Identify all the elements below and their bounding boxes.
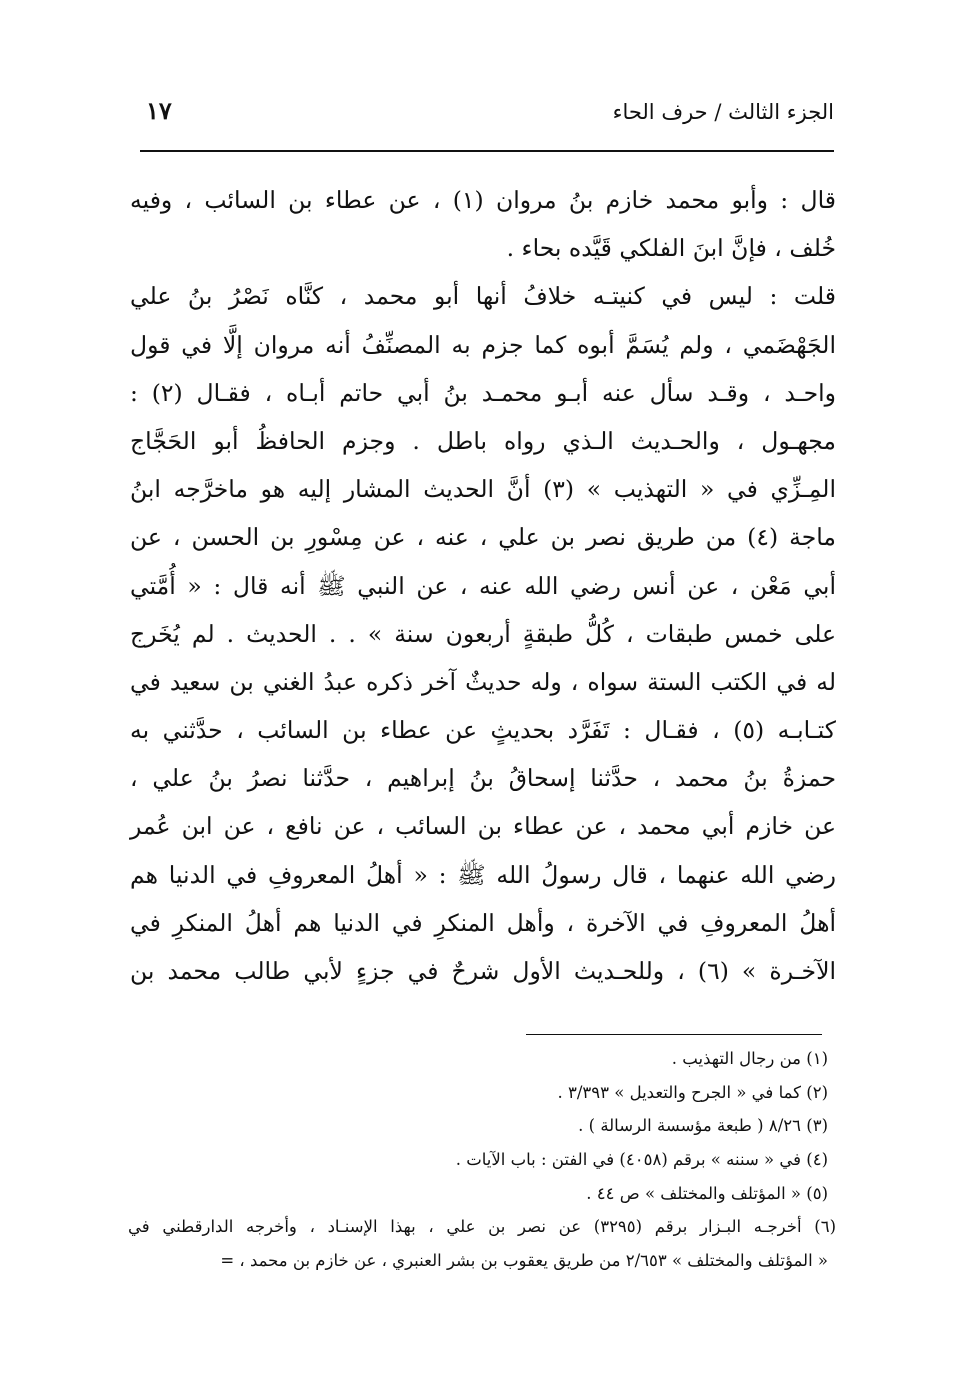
text-line: على خمس طبقات ، كُلُّ طبقةٍ أربعون سنة » . . الحديث . لم يُخَرج	[130, 619, 836, 648]
text-line: الجَهْضَمي ، ولم يُسَمَّ أبوه كما جزم به المصنِّفُ أنه مروان إلَّا في قول	[130, 330, 836, 359]
page-number: ١٧	[146, 96, 172, 125]
text-line: قال : وأبو محمد خازم بنُ مروان (١) ، عن عطاء بن السائب ، وفيه	[130, 186, 836, 214]
footnote: (٤) في « سننه » برقم (٤٠٥٨) في الفتن : باب الآيات .	[455, 1150, 828, 1170]
footnote: (٥) « المؤتلف والمختلف » ص ٤٤ .	[586, 1183, 828, 1203]
text-line: له في الكتب الستة سواه ، وله حديثٌ آخر ذكره عبدُ الغني بن سعيد في	[130, 667, 836, 696]
footnote: (٢) كما في « الجرح والتعديل » ٣/٣٩٣ .	[557, 1082, 828, 1102]
text-line: أبي مَعْن ، عن أنس رضي الله عنه ، عن النبي ﷺ أنه قال : « أُمَّتي	[130, 571, 836, 600]
text-line: مجهـول ، والحـديث الـذي رواه باطل . وجزم الحافظُ أبو الحَجَّاج	[130, 426, 836, 455]
footnote: (٦) أخرجـه البـزار برقم (٣٢٩٥) عن نصر بن علي ، بهذا الإسنـاد ، وأخرجه الدارقطني في	[128, 1217, 836, 1237]
main-text	[130, 176, 836, 995]
page-header	[140, 92, 834, 140]
text-line: قلت : ليس في كنيتـه خلافُ أنها أبو محمد ، كنَّاه نَصْرُ بنُ علي	[130, 282, 836, 311]
footnotes	[128, 1042, 836, 1278]
text-line: ماجة (٤) من طريق نصر بن علي ، عنه ، عن مِسْورِ بن الحسن ، عن	[130, 523, 836, 552]
footnote-divider	[526, 1034, 822, 1035]
header-divider	[140, 150, 834, 152]
text-line: رضي الله عنهما ، قال رسولُ الله ﷺ : « أهلُ المعروفِ في الدنيا هم	[130, 860, 836, 889]
text-line: كتـابـه (٥) ، فقـال : تَفَرَّد بحديثٍ عن عطاء بن السائب ، حدَّثني به	[130, 716, 836, 745]
running-title: الجزء الثالث / حرف الحاء	[612, 100, 834, 124]
footnote: (٣) ٨/٢٦ ( طبعة مؤسسة الرسالة ) .	[578, 1116, 828, 1136]
text-line: خُلف ، فإنَّ ابنَ الفلكي قَيَّده بحاء .	[506, 234, 836, 263]
text-line: الآخـرة » (٦) ، وللحـديث الأول شرحٌ في جزءٍ لأبي طالب محمد بن	[130, 957, 837, 985]
text-line: حمزةُ بنُ محمد ، حدَّثنا إسحاقُ بنُ إبراهيم ، حدَّثنا نصرُ بنُ علي ،	[130, 764, 836, 793]
text-line: عن خازم أبي محمد ، عن عطاء بن السائب ، عن نافع ، عن ابن عُمر	[130, 812, 836, 841]
footnote: (١) من رجال التهذيب .	[671, 1049, 828, 1068]
text-line: المِـزِّي في « التهذيب » (٣) أنَّ الحديث المشار إليه هو ماخرَّجه ابنُ	[130, 475, 836, 504]
text-line: أهلُ المعروفِ في الآخرة ، وأهل المنكرِ في الدنيا هم أهلُ المنكرِ في	[130, 908, 836, 937]
text-line: واحـد ، وقـد سأل عنه أبـو محمـد بنُ أبي حاتم أبـاه ، فقـال (٢) :	[130, 378, 836, 407]
footnote-continuation: « المؤتلف والمختلف » ٢/٦٥٣ من طريق يعقوب بن بشر العنبري ، عن خازم بن محمد ، =	[220, 1251, 828, 1271]
